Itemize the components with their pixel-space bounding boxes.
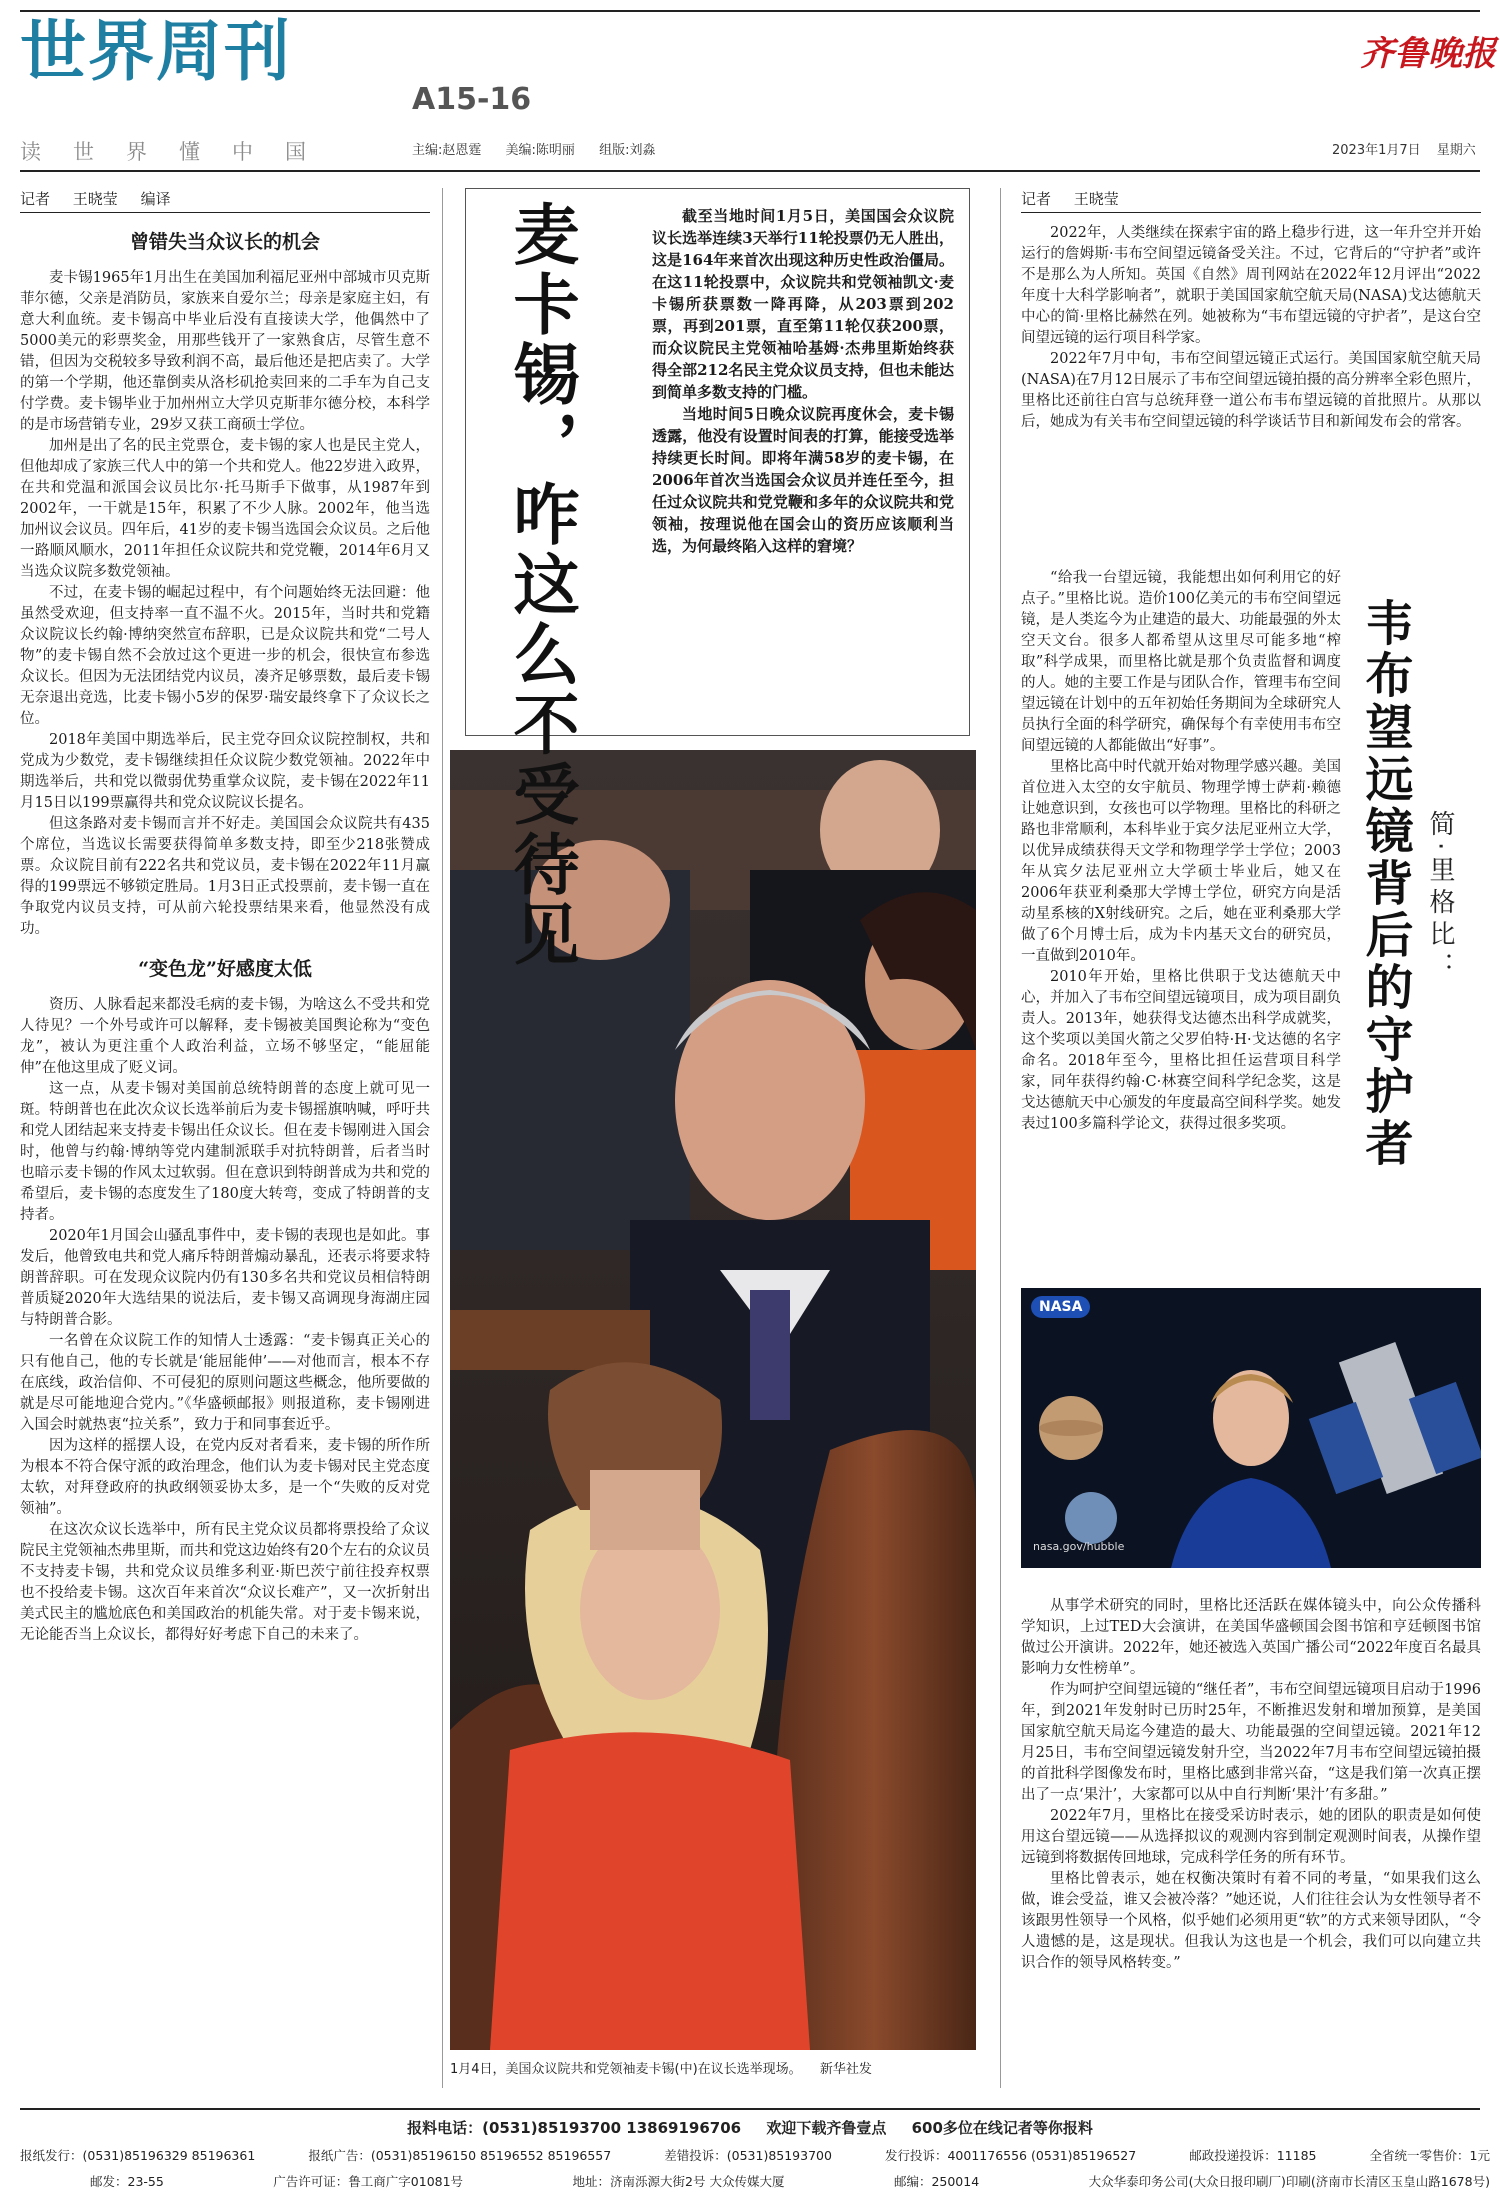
- left-para: 不过，在麦卡锡的崛起过程中，有个问题始终无法回避：他虽然受欢迎，但支持率一直不温不火。2015年，当时共和党籍众议院议长约翰·博纳突然宣布辞职，已是众议院共和党“二号人物”的麦卡锡自然不会放过这个更进一步的机会，很快宣布参选众议长。但因为无法团结党内议员，凑齐足够票数，最后麦卡锡无奈退出竞选，比麦卡锡小5岁的保罗·瑞安最终拿下了众议长之位。: [20, 585, 430, 727]
- footer-item: 报纸广告：(0531)85196150 85196552 85196557: [308, 2148, 612, 2163]
- hotline-text: 报料电话：(0531)85193700 13869196706: [407, 2119, 742, 2137]
- rigby-photo-illustration: [1021, 1288, 1481, 1568]
- center-lead: [652, 205, 954, 557]
- left-para: 这一点，从麦卡锡对美国前总统特朗普的态度上就可见一斑。特朗普也在此次众议长选举前后为麦卡锡摇旗呐喊，呼吁共和党人团结起来支持麦卡锡出任众议长。但在麦卡锡刚进入国会时，他曾与约翰·博纳等党内建制派联手对抗特朗普，后者当时也暗示麦卡锡的作风太过软弱。但在意识到特朗普成为共和党的希望后，麦卡锡的态度发生了180度大转弯，变成了特朗普的支持者。: [20, 1081, 430, 1223]
- footer-item: 报纸发行：(0531)85196329 85196361: [20, 2148, 256, 2163]
- right-para: 2022年7月，里格比在接受采访时表示，她的团队的职责是如何使用这台望远镜——从选择拟议的观测内容到制定观测时间表，从操作望远镜到将数据传回地球，完成科学任务的所有环节。: [1021, 1808, 1481, 1866]
- photo-caption: [450, 2058, 976, 2077]
- caption-text: 1月4日，美国众议院共和党领袖麦卡锡(中)在议长选举现场。: [450, 2062, 802, 2077]
- right-para: 作为呵护空间望远镜的“继任者”，韦布空间望远镜项目启动于1996年，到2021年发射时已历时25年，不断推迟发射和增加预算，是美国国家航空航天局迄今建造的最大、功能最强的空间望远镜。2021年12月25日，韦布空间望远镜发射升空，当2022年7月韦布空间望远镜拍摄的首批科学图像发布时，里格比感到非常兴奋，“这是我们第一次真正摆出了一点‘果汁’，大家都可以从中自行判断‘果汁’有多甜。”: [1021, 1682, 1481, 1803]
- reporters-text: 600多位在线记者等你报料: [911, 2119, 1093, 2137]
- right-para: 2010年开始，里格比供职于戈达德航天中心，并加入了韦布空间望远镜项目，成为项目副负责人。2013年，她获得戈达德杰出科学成就奖，这个奖项以美国火箭之父罗伯特·H·戈达德的名字命名。2018年至今，里格比担任运营项目科学家，同年获得约翰·C·林赛空间科学纪念奖，这是戈达德航天中心颁发的年度最高空间科学奖。她发表过100多篇科学论文，获得过很多奖项。: [1021, 969, 1341, 1132]
- lead-para: 截至当地时间1月5日，美国国会众议院议长选举连续3天举行11轮投票仍无人胜出，这是164年来首次出现这种历史性政治僵局。在这11轮投票中，众议院共和党领袖凯文·麦卡锡所获票数一降再降，从203票到202票，再到201票，直至第11轮仅获200票，而众议院民主党领袖哈基姆·杰弗里斯始终获得全部212名民主党众议员支持，但也未能达到简单多数支持的门槛。: [652, 207, 954, 401]
- left-byline: [20, 188, 430, 213]
- issue-date: [1320, 139, 1476, 158]
- footer-item: 发行投诉：4001176556 (0531)85196527: [884, 2148, 1137, 2163]
- left-para: 资历、人脉看起来都没毛病的麦卡锡，为啥这么不受共和党人待见？一个外号或许可以解释，麦卡锡被美国舆论称为“变色龙”，被认为更注重个人政治利益，立场不够坚定，“能屈能伸”在他这里成了贬义词。: [20, 997, 430, 1076]
- right-headline: 韦布望远镜背后的守护者: [1357, 598, 1413, 1170]
- byline-role: 记者: [20, 190, 51, 208]
- photo-url-text: nasa.gov/hubble: [1033, 1540, 1125, 1553]
- page-number: A15-16: [412, 82, 532, 117]
- right-para: 里格比曾表示，她在权衡决策时有着不同的考量，“如果我们这么做，谁会受益，谁又会被冷落？”她还说，人们往往会认为女性领导者不该跟男性领导一个风格，似乎她们必须用更“软”的方式来领导团队，“令人遗憾的是，这是现状。但我认为这也是一个机会，我们可以向建立共识合作的领导风格转变。”: [1021, 1871, 1481, 1971]
- right-para: 2022年，人类继续在探索宇宙的路上稳步行进，这一年升空并开始运行的詹姆斯·韦布空间望远镜备受关注。不过，它背后的“守护者”或许不是那么为人所知。英国《自然》周刊网站在2022年12月评出“2022年度十大科学影响者”，就职于美国国家航空航天局(NASA)戈达德航天中心的简·里格比赫然在列。她被称为“韦布望远镜的守护者”，是这台空间望远镜的运行项目科学家。: [1021, 225, 1481, 346]
- footer-item: 邮发：23-55: [90, 2174, 164, 2189]
- footer-item: 地址：济南泺源大街2号 大众传媒大厦: [572, 2174, 785, 2189]
- footer-info: [90, 2172, 1490, 2190]
- footer-item: 邮政投递投诉：11185: [1189, 2148, 1317, 2163]
- masthead-tagline: 读世界懂中国: [20, 140, 338, 164]
- download-text: 欢迎下载齐鲁壹点: [766, 2119, 887, 2137]
- right-para: 从事学术研究的同时，里格比还活跃在媒体镜头中，向公众传播科学知识，上过TED大会演讲，在美国华盛顿国会图书馆和亨廷顿图书馆做过公开演讲。2022年，她还被选入英国广播公司“2022年度百名最具影响力女性榜单”。: [1021, 1598, 1481, 1677]
- right-article-bottom: [1021, 1596, 1481, 1974]
- rigby-photo: [1021, 1288, 1481, 1568]
- editor-credit: 主编:赵恩霆: [412, 143, 482, 158]
- lead-para: 当地时间5日晚众议院再度休会，麦卡锡透露，他没有设置时间表的打算，能接受选举持续更长时间。即将年满58岁的麦卡锡，在2006年首次当选国会众议员并连任至今，担任过众议院共和党党鞭和多年的众议院共和党领袖，按理说他在国会山的资历应该顺利当选，为何最终陷入这样的窘境？: [652, 405, 954, 555]
- byline-role: 记者: [1021, 190, 1052, 208]
- staff-credits: [412, 139, 675, 158]
- right-para: 2022年7月中旬，韦布空间望远镜正式运行。美国国家航空航天局(NASA)在7月12日展示了韦布空间望远镜拍摄的高分辨率全彩色照片，里格比还前往白宫与总统拜登一道公布韦布望远镜的首批照片。从那以后，她成为有关韦布空间望远镜的科学谈话节目和新闻发布会的常客。: [1021, 351, 1481, 430]
- left-para: 加州是出了名的民主党票仓，麦卡锡的家人也是民主党人，但他却成了家族三代人中的第一个共和党人。他22岁进入政界，在共和党温和派国会议员比尔·托马斯手下做事，从1987年到2002年，一干就是15年，积累了不少人脉。2002年，他当选加州议会议员。四年后，41岁的麦卡锡当选国会众议员。之后他一路顺风顺水，2011年担任众议院共和党党鞭，2014年6月又当选众议院多数党领袖。: [20, 438, 430, 580]
- masthead-title: 世界周刊: [20, 12, 292, 90]
- byline-name: 王晓莹: [72, 190, 118, 208]
- left-para: 因为这样的摇摆人设，在党内反对者看来，麦卡锡的所作所为根本不符合保守派的政治理念，他们认为麦卡锡对民主党态度太软，对拜登政府的执政纲领妥协太多，是一个“失败的反对党领袖”。: [20, 1438, 430, 1517]
- left-subhead-2: “变色龙”好感度太低: [138, 958, 312, 980]
- footer-contacts: [20, 2146, 1490, 2164]
- left-article: [20, 188, 430, 1646]
- layout-credit: 组版:刘淼: [599, 143, 656, 158]
- weekday-text: 星期六: [1436, 143, 1476, 158]
- nasa-logo: NASA: [1031, 1296, 1090, 1318]
- left-para: 但这条路对麦卡锡而言并不好走。美国国会众议院共有435个席位，当选议长需要获得简单多数支持，即至少218张赞成票。众议院目前有222名共和党议员，麦卡锡在2022年11月赢得的199票远不够锁定胜局。1月3日正式投票前，麦卡锡一直在争取党内议员支持，可从前六轮投票结果来看，他显然没有成功。: [20, 816, 430, 937]
- right-para: “给我一台望远镜，我能想出如何利用它的好点子。”里格比说。造价100亿美元的韦布空间望远镜，是人类迄今为止建造的最大、功能最强的外太空天文台。很多人都希望从这里尽可能多地“榨取”科学成果，而里格比就是那个负责监督和调度的人。她的主要工作是与团队合作，管理韦布空间望远镜在计划中的五年初始任务期间为全球研究人员执行全面的科学研究，确保每个有幸使用韦布空间望远镜的人都能做出“好事”。: [1021, 570, 1341, 754]
- center-headline: 麦卡锡，咋这么不受待见: [502, 200, 580, 970]
- left-subhead-1: 曾错失当众议长的机会: [129, 231, 320, 253]
- right-article-mid: [1021, 568, 1341, 1135]
- left-para: 2018年美国中期选举后，民主党夺回众议院控制权，共和党成为少数党，麦卡锡继续担任众议院少数党领袖。2022年中期选举后，共和党以微弱优势重掌众议院，麦卡锡在2022年11月15日以199票赢得共和党众议院议长提名。: [20, 732, 430, 811]
- left-para: 一名曾在众议院工作的知情人士透露：“麦卡锡真正关心的只有他自己，他的专长就是‘能屈能伸’——对他而言，根本不存在底线，政治信仰、不可侵犯的原则问题这些概念，他所要做的就是尽可能地迎合党内。”《华盛顿邮报》则报道称，麦卡锡刚进入国会时就热衷“拉关系”，致力于和同事套近乎。: [20, 1333, 430, 1433]
- byline-name: 王晓莹: [1073, 190, 1119, 208]
- date-text: 2023年1月7日: [1332, 143, 1421, 158]
- right-article-top: [1021, 188, 1481, 433]
- caption-credit: 新华社发: [819, 2062, 872, 2077]
- footer-item: 广告许可证：鲁工商广字01081号: [273, 2174, 464, 2189]
- right-subtitle: 简·里格比：: [1425, 810, 1455, 985]
- left-para: 麦卡锡1965年1月出生在美国加利福尼亚州中部城市贝克斯菲尔德，父亲是消防员，家族来自爱尔兰；母亲是家庭主妇，有意大利血统。麦卡锡高中毕业后没有直接读大学，他偶然中了5000美元的彩票奖金，用那些钱开了一家熟食店，尽管生意不错，但因为交税较多导致利润不高，最后他还是把店卖了。大学的第一个学期，他还靠倒卖从洛杉矶抢卖回来的二手车为自己支付学费。麦卡锡毕业于加州州立大学贝克斯菲尔德分校，本科学的是市场营销专业，29岁又获工商硕士学位。: [20, 270, 430, 433]
- newspaper-logo: 齐鲁晚报: [1360, 34, 1496, 74]
- byline-note: 编译: [140, 190, 171, 208]
- right-byline: [1021, 188, 1481, 213]
- footer-hotline: [0, 2117, 1500, 2138]
- footer-item: 大众华泰印务公司(大众日报印刷厂)印刷(济南市长清区玉皇山路1678号): [1088, 2174, 1490, 2189]
- footer-item: 差错投诉：(0531)85193700: [664, 2148, 832, 2163]
- footer-item: 邮编：250014: [893, 2174, 980, 2189]
- footer-item: 全省统一零售价：1元: [1369, 2148, 1490, 2163]
- right-para: 里格比高中时代就开始对物理学感兴趣。美国首位进入太空的女宇航员、物理学博士萨莉·赖德让她意识到，女孩也可以学物理。里格比的科研之路也非常顺利，本科毕业于宾夕法尼亚州立大学，以优异成绩获得天文学和物理学学士学位；2003年从宾夕法尼亚州立大学硕士毕业后，她又在2006年获亚利桑那大学博士学位，研究方向是活动星系核的X射线研究。之后，她在亚利桑那大学做了6个月博士后，成为卡内基天文台的研究员，一直做到2010年。: [1021, 759, 1341, 964]
- designer-credit: 美编:陈明丽: [505, 143, 575, 158]
- left-para: 在这次众议长选举中，所有民主党众议员都将票投给了众议院民主党领袖杰弗里斯，而共和党这边始终有20个左右的众议员不支持麦卡锡，共和党众议员维多利亚·斯巴茨宁前往投弃权票也不投给麦卡锡。这次百年来首次“众议长难产”，又一次折射出美式民主的尴尬底色和美国政治的机能失常。对于麦卡锡来说，无论能否当上众议长，都得好好考虑下自己的未来了。: [20, 1522, 430, 1643]
- left-para: 2020年1月国会山骚乱事件中，麦卡锡的表现也是如此。事发后，他曾致电共和党人痛斥特朗普煽动暴乱，还表示将要求特朗普辞职。可在发现众议院内仍有130多名共和党议员相信特朗普质疑2020年大选结果的说法后，麦卡锡又高调现身海湖庄园与特朗普合影。: [20, 1228, 430, 1328]
